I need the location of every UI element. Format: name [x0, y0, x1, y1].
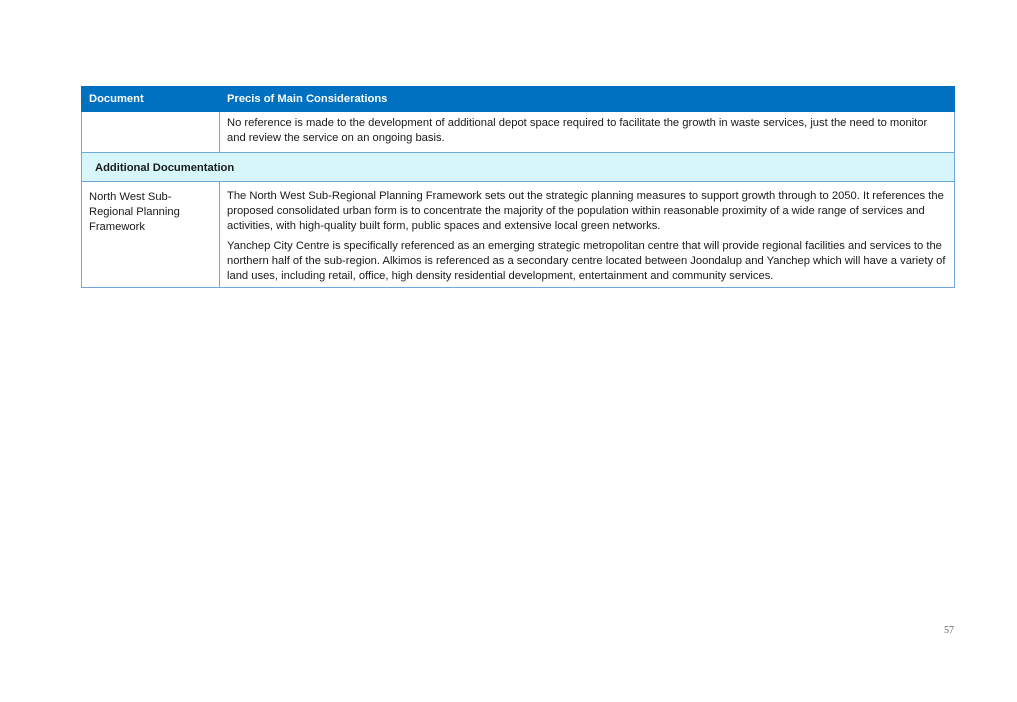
page-number: 57 — [944, 625, 954, 636]
header-precis: Precis of Main Considerations — [220, 87, 955, 112]
considerations-table — [81, 86, 955, 288]
header-document: Document — [82, 87, 220, 112]
section-heading-row — [82, 153, 955, 182]
table-header-row — [82, 87, 955, 112]
table-row — [82, 112, 955, 153]
document-name: North West Sub-Regional Planning Framework — [89, 191, 180, 233]
table-row — [82, 182, 955, 288]
precis-paragraph: The North West Sub-Regional Planning Framework sets out the strategic planning measures to support growth through to 2050. It references the proposed consolidated urban form is to concentrate the majority of the population within reasonable proximity of a wide range of services and activities, with high-quality built form, public spaces and extensive local green networks. — [227, 190, 944, 232]
precis-cell — [220, 112, 955, 153]
document-cell — [82, 112, 220, 153]
section-heading: Additional Documentation — [82, 153, 955, 182]
precis-paragraph: No reference is made to the development of additional depot space required to facilitate the growth in waste services, just the need to monitor and review the service on an ongoing basis. — [227, 117, 928, 144]
precis-paragraph: Yanchep City Centre is specifically referenced as an emerging strategic metropolitan centre that will provide regional facilities and services to the northern half of the sub-region. Alkimos is referenced as a secondary centre located between Joondalup and Yanchep which will have a variety of land uses, including retail, office, high density residential development, entertainment and community services. — [227, 240, 946, 282]
precis-cell — [220, 182, 955, 288]
document-cell — [82, 182, 220, 288]
